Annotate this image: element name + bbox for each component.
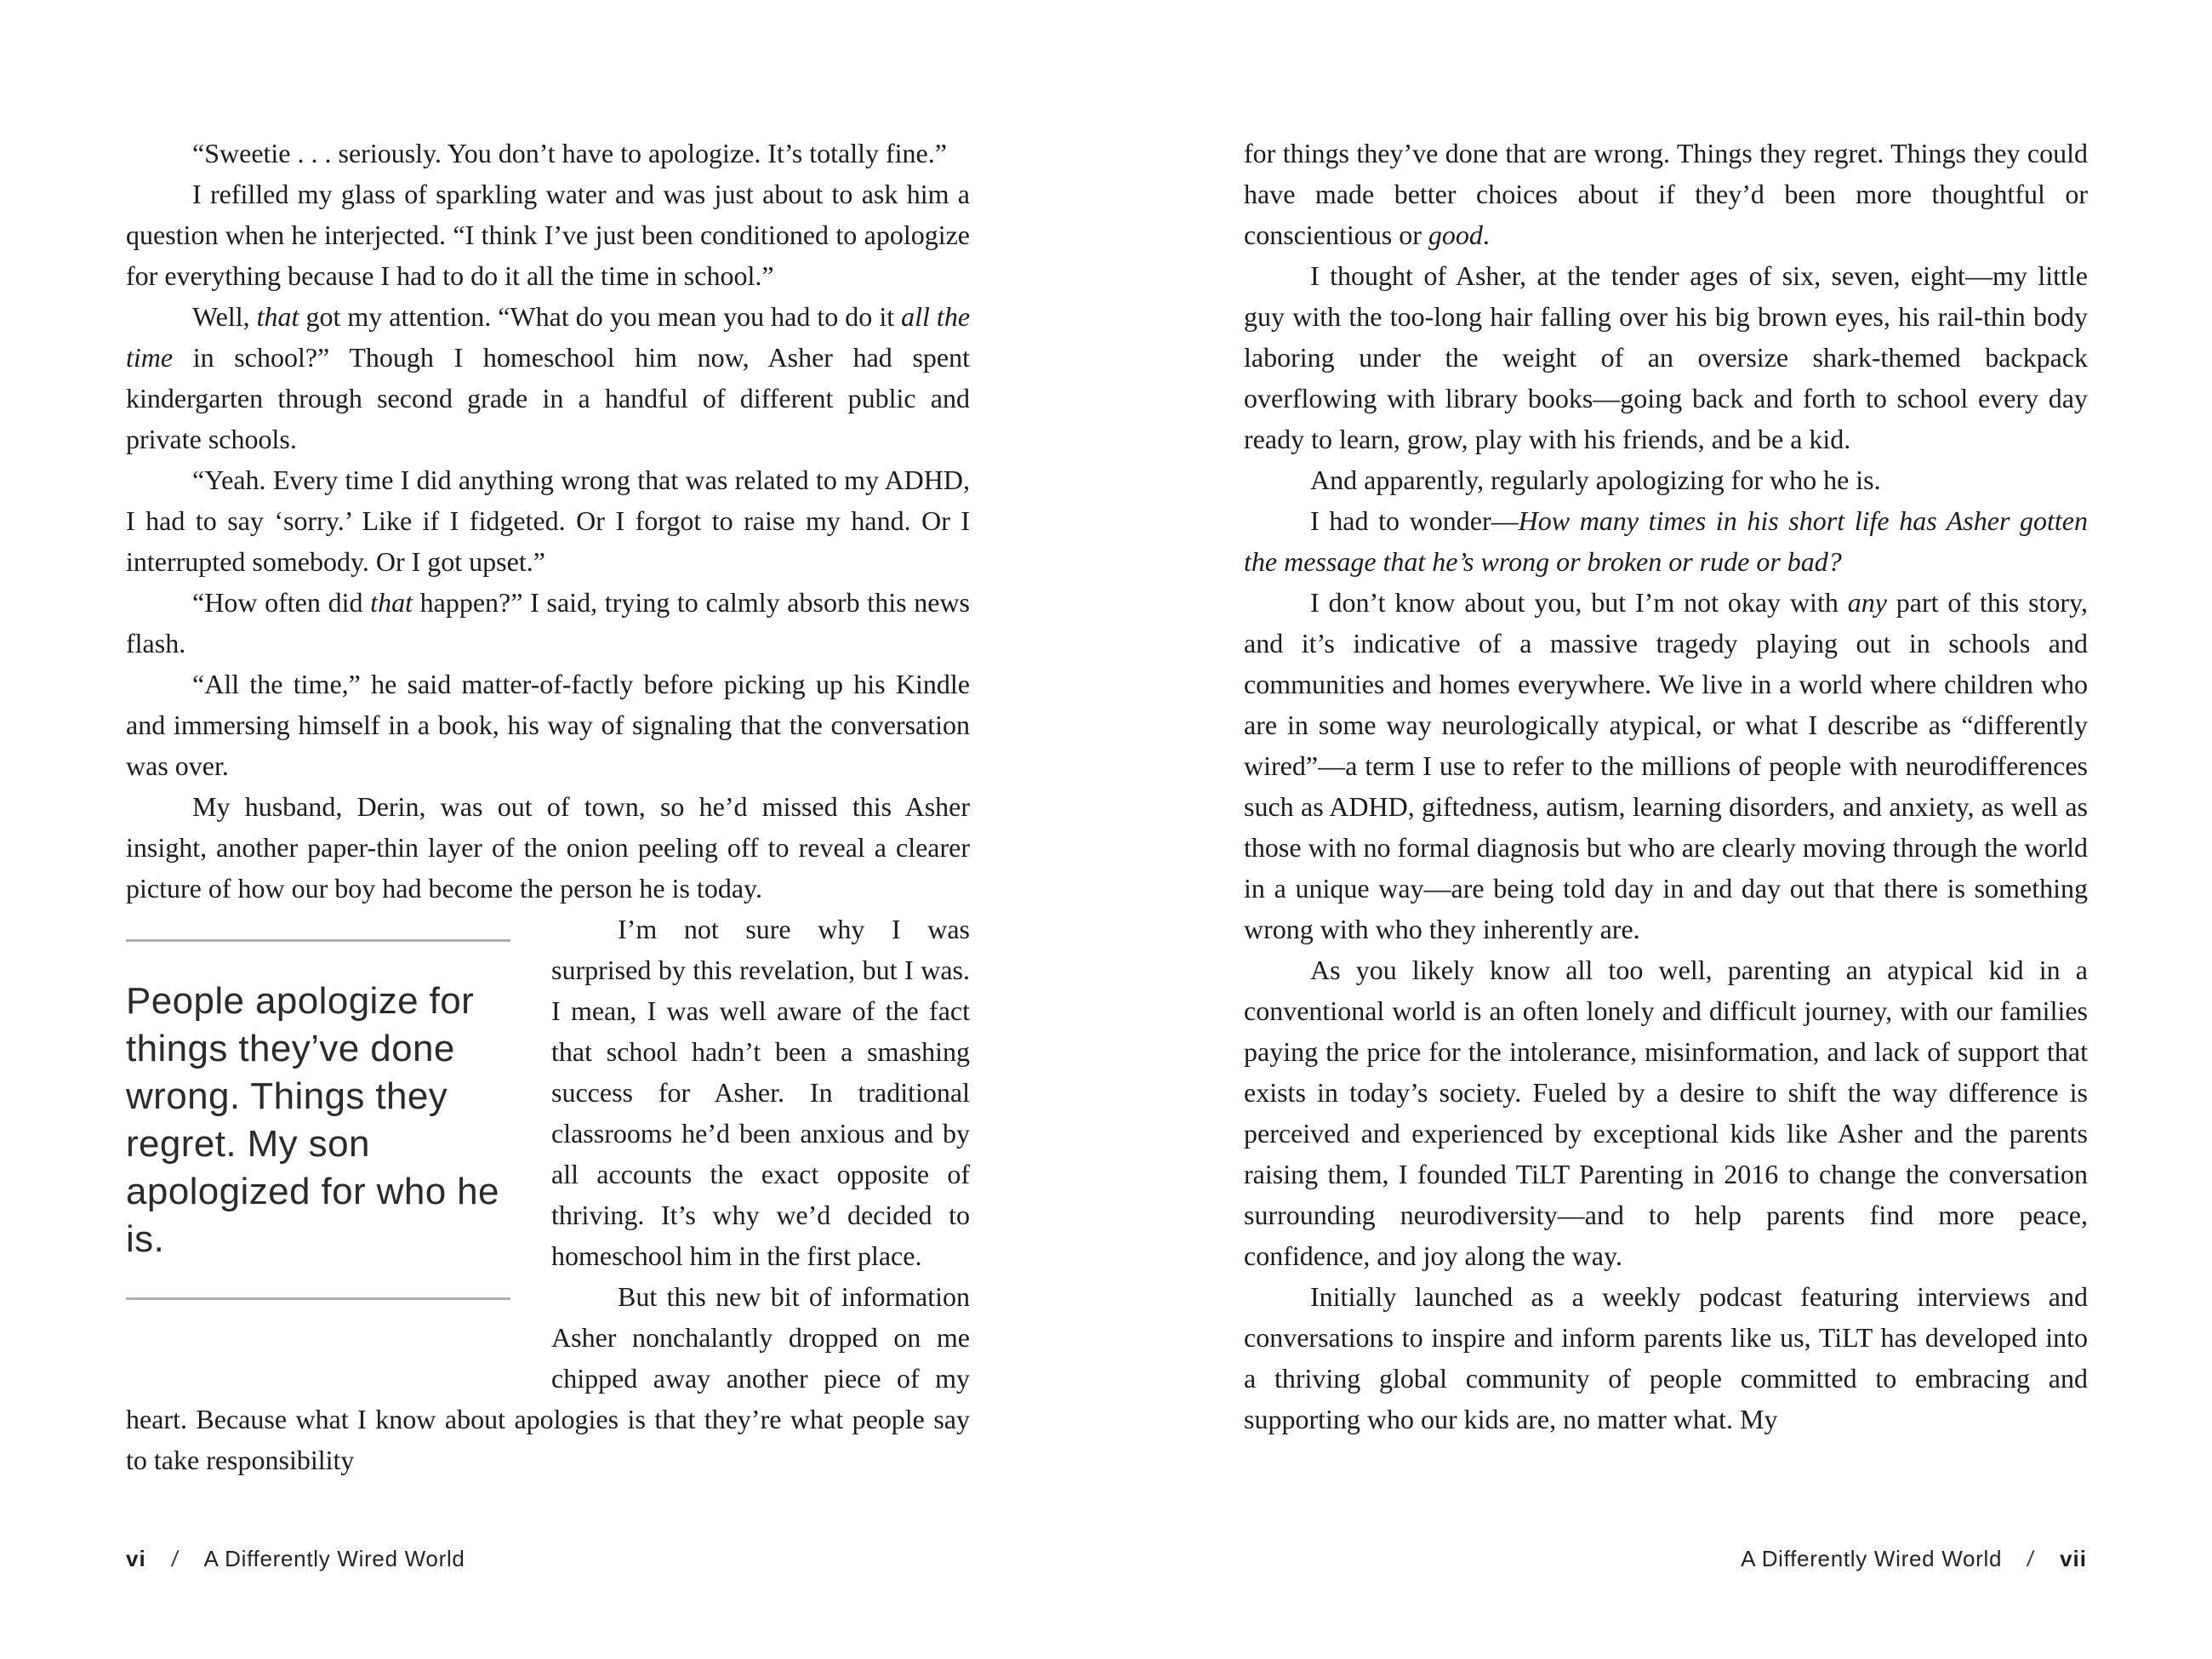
- text-run: But this new bit of information Asher nonchalantly dropped on me chipped away another piece of my heart. Because what I know about apologies is that they’re what people say to take responsibility: [126, 1281, 970, 1475]
- text-run: Initially launched as a weekly podcast featuring interviews and conversations to inspire and inform parents like us, TiLT has developed into a thriving global community of people committed to embracing and supporting who our kids are, no matter what. My: [1244, 1281, 2088, 1434]
- paragraph: [126, 296, 970, 459]
- text-run: And apparently, regularly apologizing for who he is.: [1310, 465, 1881, 495]
- paragraph: [1244, 582, 2088, 949]
- paragraph: [1244, 133, 2088, 255]
- text-run: happen?” I said, trying to calmly absorb this news flash.: [126, 587, 971, 658]
- right-page: [1106, 0, 2212, 1659]
- text-run: any: [1847, 587, 1887, 618]
- text-run: I refilled my glass of sparkling water and was just about to ask him a question when he interjected. “I think I’ve just been conditioned to apologize for everything because I had to do it all the time in school.”: [126, 179, 970, 291]
- running-title: A Differently Wired World: [203, 1546, 465, 1571]
- running-title: A Differently Wired World: [1741, 1546, 2003, 1571]
- paragraph: [126, 1276, 970, 1480]
- folio-separator-slash: /: [2026, 1546, 2037, 1571]
- pull-quote-block: [126, 939, 551, 1300]
- right-running-footer: [1741, 1545, 2087, 1572]
- text-run: that: [256, 301, 299, 332]
- text-run: My husband, Derin, was out of town, so he’d missed this Asher insight, another paper-thin layer of the onion peeling off to reveal a clearer picture of how our boy had become the person he is today.: [126, 791, 970, 904]
- folio-separator-slash: /: [169, 1546, 180, 1571]
- text-run: As you likely know all too well, parenting an atypical kid in a conventional world is an often lonely and difficult journey, with our families paying the price for the intolerance, misinformation, and lack of support that exists in today’s society. Fueled by a desire to shift the way difference is perceived and experienced by exceptional kids like Asher and the parents raising them, I founded TiLT Parenting in 2016 to change the conversation surrounding neurodiversity—and to help parents find more peace, confidence, and joy along the way.: [1244, 955, 2088, 1271]
- paragraph: [126, 786, 970, 909]
- text-run: .: [1482, 219, 1490, 250]
- paragraph: [126, 459, 970, 582]
- text-run: Well,: [192, 301, 257, 332]
- text-run: How many times in his short life has Asher gotten the message that he’s wrong or broken or rude or bad?: [1244, 505, 2089, 577]
- text-run: I’m not sure why I was surprised by this revelation, but I was. I mean, I was well aware of the fact that school hadn’t been a smashing success for Asher. In traditional classrooms he’d been anxious and by all accounts the exact opposite of thriving. It’s why we’d decided to homeschool him in the first place.: [551, 914, 970, 1271]
- left-folio: vi: [126, 1546, 146, 1571]
- text-run: I don’t know about you, but I’m not okay with: [1310, 587, 1848, 618]
- right-folio: vii: [2060, 1546, 2087, 1571]
- text-run: good: [1428, 219, 1483, 250]
- paragraph: [126, 582, 970, 664]
- left-running-footer: [126, 1545, 465, 1572]
- text-run: all the time: [126, 301, 971, 373]
- paragraph: [126, 664, 970, 786]
- paragraph: [1244, 459, 2088, 500]
- text-run: I thought of Asher, at the tender ages of six, seven, eight—my little guy with the too-long hair falling over his big brown eyes, his rail-thin body laboring under the weight of an oversize shark-themed backpack overflowing with library books—going back and forth to school every day ready to learn, grow, play with his friends, and be a kid.: [1244, 260, 2088, 454]
- text-run: part of this story, and it’s indicative of a massive tragedy playing out in schools and communities and homes everywhere. We live in a world where children who are in some way neurologically atypical, or what I describe as “differently wired”—a term I use to refer to the millions of people with neurodifferences such as ADHD, giftedness, autism, learning disorders, and anxiety, as well as those with no formal diagnosis but who are clearly moving through the world in a unique way—are being told day in and day out that there is something wrong with who they inherently are.: [1244, 587, 2089, 944]
- paragraph: [126, 133, 970, 174]
- text-run: “All the time,” he said matter-of-factly before picking up his Kindle and immersing himself in a book, his way of signaling that the conversation was over.: [126, 669, 970, 781]
- paragraph: [1244, 1276, 2088, 1440]
- text-run: “How often did: [192, 587, 371, 618]
- text-run: that: [370, 587, 413, 618]
- text-run: got my attention. “What do you mean you had to do it: [299, 301, 902, 332]
- paragraph: [1244, 949, 2088, 1276]
- left-page-body-text: [126, 133, 970, 1480]
- right-page-body-text: [1244, 133, 2088, 1440]
- text-run: I had to wonder—: [1310, 505, 1519, 536]
- text-run: for things they’ve done that are wrong. Things they regret. Things they could have made better choices about if they’d been more thoughtful or conscientious or: [1244, 138, 2088, 250]
- text-run: in school?” Though I homeschool him now, Asher had spent kindergarten through second grade in a handful of different public and private schools.: [126, 342, 970, 454]
- text-run: “Yeah. Every time I did anything wrong that was related to my ADHD, I had to say ‘sorry.’ Like if I fidgeted. Or I forgot to raise my hand. Or I interrupted somebody. Or I got upset.”: [126, 465, 970, 577]
- pull-quote-rules: [126, 939, 510, 1300]
- paragraph: [126, 174, 970, 296]
- paragraph: [1244, 255, 2088, 459]
- pull-quote-text: People apologize for things they’ve done wrong. Things they regret. My son apologized for who he is.: [126, 980, 499, 1260]
- text-run: “Sweetie . . . seriously. You don’t have to apologize. It’s totally fine.”: [192, 138, 947, 168]
- paragraph: [1244, 500, 2088, 582]
